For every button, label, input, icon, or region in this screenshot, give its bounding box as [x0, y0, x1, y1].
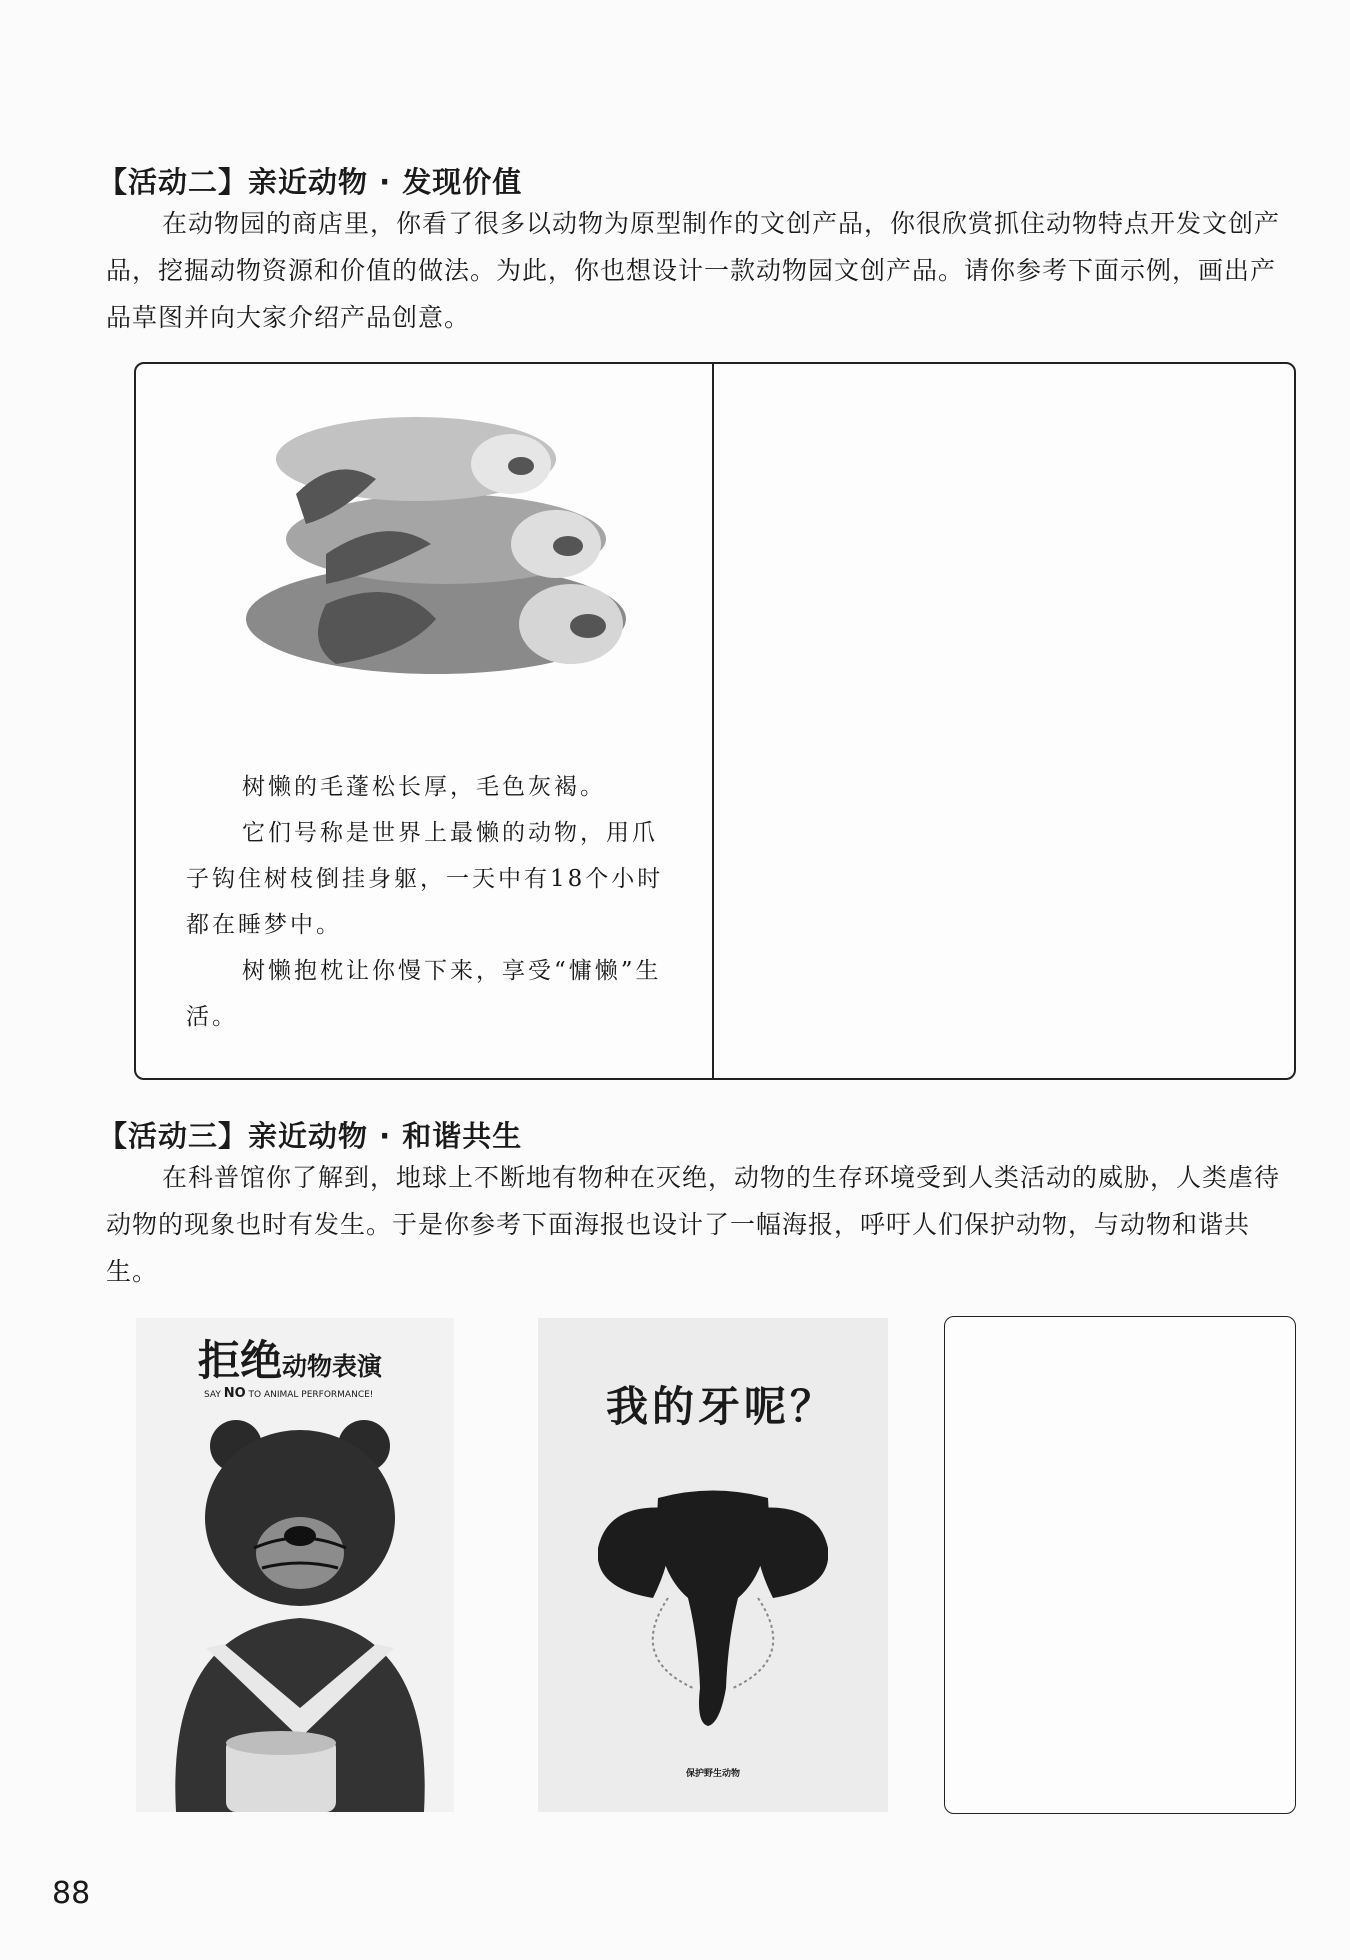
- sloth-pillow-image: [216, 404, 636, 704]
- poster-elephant-title: 我的牙呢？: [606, 1382, 837, 1431]
- subtitle-no: NO: [223, 1386, 246, 1401]
- caption-line-1: 树懒的毛蓬松长厚，毛色灰褐。: [242, 774, 606, 800]
- poster-bear-title-big: 拒绝: [198, 1336, 283, 1385]
- caption-line-3: 树懒抱枕让你慢下来，享受“慵懒”生活。: [186, 958, 662, 1030]
- bear-illustration: [136, 1408, 454, 1812]
- poster-bear: [136, 1318, 454, 1812]
- example-box: [134, 362, 1296, 1080]
- box-divider: [712, 364, 714, 1078]
- activity2-paragraph: 在动物园的商店里，你看了很多以动物为原型制作的文创产品，你很欣赏抓住动物特点开发文创产品，挖掘动物资源和价值的做法。为此，你也想设计一款动物园文创产品。请你参考下面示例，画出产品草图并向大家介绍产品创意。: [106, 209, 1281, 332]
- poster-elephant-footer: 保护野生动物: [685, 1769, 740, 1779]
- page-number: 88: [52, 1876, 91, 1911]
- poster-bear-title: [198, 1328, 382, 1388]
- poster-draw-box[interactable]: [944, 1316, 1296, 1814]
- poster-elephant: [538, 1318, 888, 1812]
- poster-bear-title-small: 动物表演: [282, 1352, 383, 1381]
- activity2-heading: 【活动二】亲近动物 · 发现价值: [98, 165, 523, 199]
- elephant-illustration: [598, 1488, 828, 1738]
- activity3-paragraph: 在科普馆你了解到，地球上不断地有物种在灭绝，动物的生存环境受到人类活动的威胁，人类虐待动物的现象也时有发生。于是你参考下面海报也设计了一幅海报，呼吁人们保护动物，与动物和谐共生。: [106, 1163, 1281, 1286]
- activity3-heading: 【活动三】亲近动物 · 和谐共生: [98, 1119, 523, 1153]
- caption-line-2: 它们号称是世界上最懒的动物，用爪子钩住树枝倒挂身躯，一天中有18个小时都在睡梦中。: [186, 820, 664, 938]
- subtitle-post: TO ANIMAL PERFORMANCE!: [245, 1390, 374, 1400]
- example-caption: [186, 764, 676, 1040]
- subtitle-pre: SAY: [204, 1390, 224, 1400]
- poster-bear-subtitle: [204, 1386, 373, 1401]
